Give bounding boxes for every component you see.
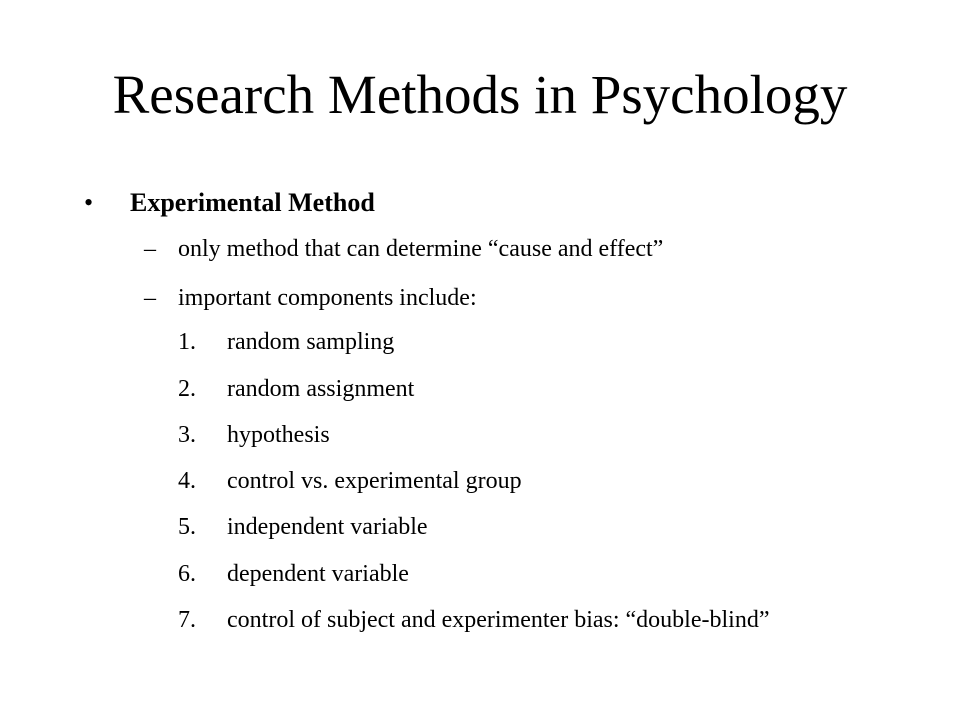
item-text: random sampling xyxy=(227,329,395,355)
item-number: 6. xyxy=(178,561,196,587)
subpoint-text: important components include: xyxy=(178,285,477,311)
subpoint-cause-effect xyxy=(0,230,960,268)
item-number: 4. xyxy=(178,468,196,494)
bullet-marker: • xyxy=(84,188,94,217)
subpoint-text: only method that can determine “cause and effect” xyxy=(178,236,664,262)
slide-title: Research Methods in Psychology xyxy=(112,64,848,125)
item-number: 5. xyxy=(178,514,196,540)
subpoint-components xyxy=(0,279,960,317)
item-text: control vs. experimental group xyxy=(227,468,522,494)
item-text: hypothesis xyxy=(227,422,330,448)
item-number: 2. xyxy=(178,376,196,402)
bullet-heading: Experimental Method xyxy=(130,188,375,217)
item-number: 7. xyxy=(178,607,196,633)
item-text: control of subject and experimenter bias: “double-blind” xyxy=(227,607,770,633)
dash-marker: – xyxy=(144,236,156,262)
item-text: independent variable xyxy=(227,514,428,540)
dash-marker: – xyxy=(144,285,156,311)
item-number: 1. xyxy=(178,329,196,355)
item-number: 3. xyxy=(178,422,196,448)
item-text: dependent variable xyxy=(227,561,409,587)
item-text: random assignment xyxy=(227,376,415,402)
